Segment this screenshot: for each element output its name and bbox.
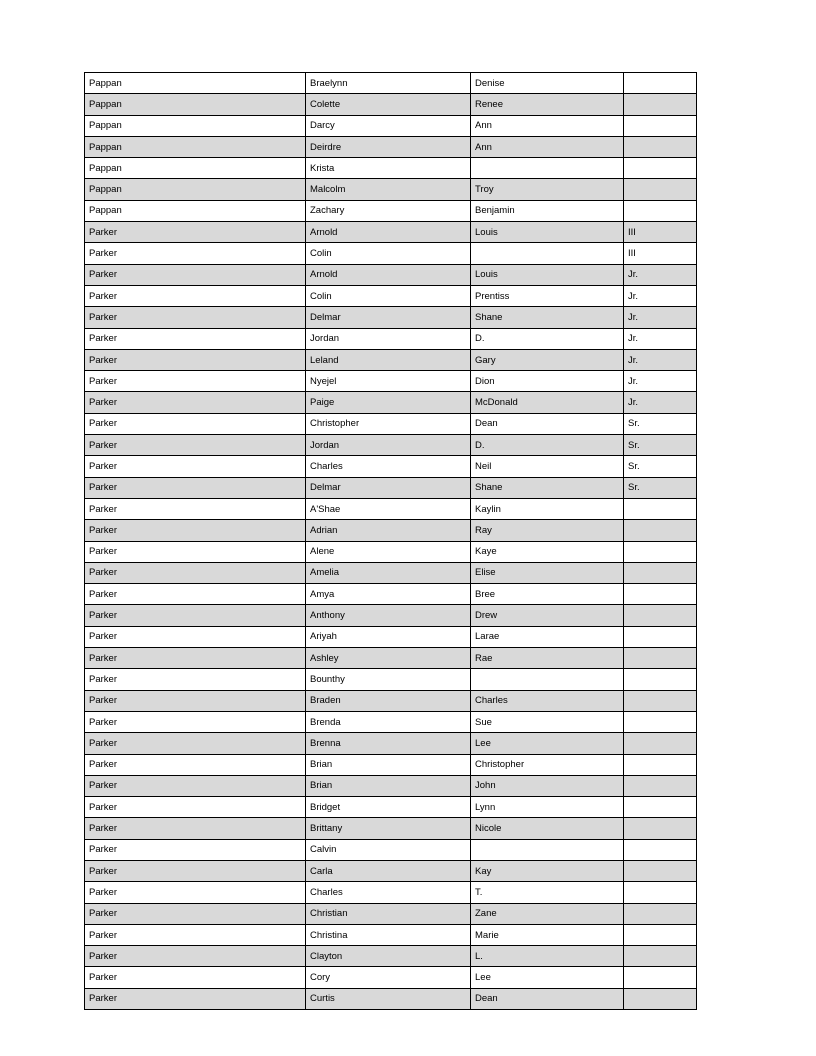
- table-row: [85, 328, 697, 349]
- table-row: [85, 222, 697, 243]
- cell-middle: Dion: [471, 371, 624, 392]
- cell-suffix: [624, 839, 697, 860]
- cell-suffix: [624, 967, 697, 988]
- cell-middle: Ray: [471, 520, 624, 541]
- cell-first: Krista: [306, 158, 471, 179]
- cell-first: Paige: [306, 392, 471, 413]
- cell-last: Parker: [85, 285, 306, 306]
- cell-middle: Ann: [471, 136, 624, 157]
- cell-suffix: [624, 648, 697, 669]
- table-row: [85, 94, 697, 115]
- table-row: [85, 924, 697, 945]
- cell-suffix: [624, 94, 697, 115]
- table-row: [85, 73, 697, 94]
- table-row: [85, 392, 697, 413]
- cell-suffix: III: [624, 222, 697, 243]
- cell-first: Brian: [306, 775, 471, 796]
- cell-last: Parker: [85, 477, 306, 498]
- cell-last: Parker: [85, 435, 306, 456]
- cell-middle: Shane: [471, 477, 624, 498]
- cell-first: Cory: [306, 967, 471, 988]
- cell-last: Parker: [85, 328, 306, 349]
- cell-first: Jordan: [306, 328, 471, 349]
- cell-last: Parker: [85, 924, 306, 945]
- table-row: [85, 946, 697, 967]
- cell-suffix: [624, 860, 697, 881]
- table-row: [85, 136, 697, 157]
- table-row: [85, 371, 697, 392]
- cell-middle: Elise: [471, 562, 624, 583]
- cell-suffix: Sr.: [624, 456, 697, 477]
- table-row: [85, 690, 697, 711]
- cell-middle: Larae: [471, 626, 624, 647]
- cell-last: Parker: [85, 605, 306, 626]
- cell-suffix: [624, 669, 697, 690]
- cell-suffix: [624, 498, 697, 519]
- cell-last: Parker: [85, 690, 306, 711]
- table-row: [85, 648, 697, 669]
- cell-suffix: Jr.: [624, 349, 697, 370]
- table-row: [85, 264, 697, 285]
- cell-suffix: Jr.: [624, 328, 697, 349]
- cell-suffix: [624, 882, 697, 903]
- cell-first: Delmar: [306, 307, 471, 328]
- cell-middle: Denise: [471, 73, 624, 94]
- table-row: [85, 520, 697, 541]
- table-row: [85, 754, 697, 775]
- cell-suffix: [624, 988, 697, 1009]
- cell-last: Parker: [85, 222, 306, 243]
- cell-last: Parker: [85, 349, 306, 370]
- table-row: [85, 626, 697, 647]
- cell-last: Parker: [85, 413, 306, 434]
- table-row: [85, 860, 697, 881]
- cell-middle: Zane: [471, 903, 624, 924]
- cell-last: Parker: [85, 562, 306, 583]
- cell-last: Pappan: [85, 136, 306, 157]
- cell-first: Brenda: [306, 711, 471, 732]
- cell-last: Parker: [85, 903, 306, 924]
- cell-last: Parker: [85, 498, 306, 519]
- cell-first: Christopher: [306, 413, 471, 434]
- cell-first: Bridget: [306, 797, 471, 818]
- cell-suffix: [624, 754, 697, 775]
- table-row: [85, 200, 697, 221]
- cell-suffix: Jr.: [624, 392, 697, 413]
- table-row: [85, 818, 697, 839]
- cell-last: Pappan: [85, 94, 306, 115]
- cell-last: Parker: [85, 541, 306, 562]
- table-row: [85, 775, 697, 796]
- cell-middle: Kaye: [471, 541, 624, 562]
- cell-first: Ashley: [306, 648, 471, 669]
- cell-last: Parker: [85, 754, 306, 775]
- cell-first: Calvin: [306, 839, 471, 860]
- cell-suffix: [624, 626, 697, 647]
- cell-suffix: [624, 924, 697, 945]
- cell-middle: Troy: [471, 179, 624, 200]
- table-row: [85, 349, 697, 370]
- cell-middle: McDonald: [471, 392, 624, 413]
- cell-middle: Ann: [471, 115, 624, 136]
- cell-first: Christian: [306, 903, 471, 924]
- cell-middle: Lynn: [471, 797, 624, 818]
- cell-suffix: [624, 200, 697, 221]
- cell-last: Parker: [85, 626, 306, 647]
- cell-last: Parker: [85, 307, 306, 328]
- table-row: [85, 669, 697, 690]
- cell-last: Parker: [85, 392, 306, 413]
- cell-first: Arnold: [306, 222, 471, 243]
- cell-middle: Sue: [471, 711, 624, 732]
- table-row: [85, 882, 697, 903]
- cell-suffix: Sr.: [624, 413, 697, 434]
- table-row: [85, 584, 697, 605]
- cell-first: Brenna: [306, 733, 471, 754]
- cell-middle: Kay: [471, 860, 624, 881]
- cell-last: Parker: [85, 648, 306, 669]
- cell-last: Parker: [85, 839, 306, 860]
- cell-first: A'Shae: [306, 498, 471, 519]
- cell-suffix: [624, 158, 697, 179]
- cell-middle: Rae: [471, 648, 624, 669]
- table-row: [85, 435, 697, 456]
- cell-first: Braden: [306, 690, 471, 711]
- cell-middle: Benjamin: [471, 200, 624, 221]
- table-row: [85, 285, 697, 306]
- table-row: [85, 456, 697, 477]
- cell-middle: [471, 158, 624, 179]
- cell-first: Adrian: [306, 520, 471, 541]
- cell-suffix: Jr.: [624, 285, 697, 306]
- cell-suffix: Jr.: [624, 264, 697, 285]
- cell-first: Colette: [306, 94, 471, 115]
- cell-suffix: [624, 797, 697, 818]
- cell-middle: John: [471, 775, 624, 796]
- cell-first: Zachary: [306, 200, 471, 221]
- cell-middle: Neil: [471, 456, 624, 477]
- cell-last: Parker: [85, 733, 306, 754]
- cell-middle: Lee: [471, 967, 624, 988]
- cell-suffix: III: [624, 243, 697, 264]
- table-row: [85, 605, 697, 626]
- cell-suffix: [624, 179, 697, 200]
- table-row: [85, 562, 697, 583]
- cell-last: Parker: [85, 711, 306, 732]
- table-row: [85, 733, 697, 754]
- cell-middle: Shane: [471, 307, 624, 328]
- cell-first: Brian: [306, 754, 471, 775]
- cell-last: Parker: [85, 584, 306, 605]
- table-row: [85, 477, 697, 498]
- cell-last: Parker: [85, 243, 306, 264]
- cell-suffix: [624, 115, 697, 136]
- cell-last: Parker: [85, 967, 306, 988]
- table-row: [85, 243, 697, 264]
- cell-first: Amelia: [306, 562, 471, 583]
- cell-first: Alene: [306, 541, 471, 562]
- cell-middle: Louis: [471, 264, 624, 285]
- cell-middle: [471, 243, 624, 264]
- table-row: [85, 498, 697, 519]
- cell-last: Pappan: [85, 179, 306, 200]
- cell-first: Malcolm: [306, 179, 471, 200]
- cell-last: Parker: [85, 882, 306, 903]
- table-row: [85, 541, 697, 562]
- cell-suffix: [624, 711, 697, 732]
- cell-last: Parker: [85, 456, 306, 477]
- table-row: [85, 903, 697, 924]
- name-table-body: [85, 73, 697, 1010]
- cell-middle: D.: [471, 328, 624, 349]
- cell-suffix: [624, 903, 697, 924]
- cell-middle: Bree: [471, 584, 624, 605]
- cell-middle: Lee: [471, 733, 624, 754]
- cell-middle: [471, 669, 624, 690]
- cell-first: Charles: [306, 882, 471, 903]
- cell-middle: Renee: [471, 94, 624, 115]
- cell-first: Deirdre: [306, 136, 471, 157]
- cell-middle: Drew: [471, 605, 624, 626]
- table-row: [85, 967, 697, 988]
- cell-middle: Prentiss: [471, 285, 624, 306]
- cell-first: Nyejel: [306, 371, 471, 392]
- cell-suffix: [624, 136, 697, 157]
- cell-first: Charles: [306, 456, 471, 477]
- cell-middle: T.: [471, 882, 624, 903]
- table-row: [85, 307, 697, 328]
- cell-suffix: [624, 73, 697, 94]
- name-table: [84, 72, 697, 1010]
- name-table-container: [84, 72, 696, 1010]
- cell-last: Parker: [85, 860, 306, 881]
- table-row: [85, 711, 697, 732]
- table-row: [85, 158, 697, 179]
- cell-suffix: [624, 733, 697, 754]
- cell-last: Pappan: [85, 158, 306, 179]
- cell-suffix: [624, 520, 697, 541]
- cell-middle: Charles: [471, 690, 624, 711]
- cell-first: Carla: [306, 860, 471, 881]
- table-row: [85, 988, 697, 1009]
- table-row: [85, 839, 697, 860]
- cell-middle: Nicole: [471, 818, 624, 839]
- cell-first: Colin: [306, 285, 471, 306]
- cell-last: Pappan: [85, 115, 306, 136]
- table-row: [85, 179, 697, 200]
- cell-last: Parker: [85, 264, 306, 285]
- cell-middle: Dean: [471, 413, 624, 434]
- cell-last: Parker: [85, 988, 306, 1009]
- table-row: [85, 413, 697, 434]
- cell-suffix: [624, 946, 697, 967]
- cell-suffix: [624, 775, 697, 796]
- cell-suffix: Jr.: [624, 371, 697, 392]
- cell-suffix: Sr.: [624, 435, 697, 456]
- cell-first: Anthony: [306, 605, 471, 626]
- cell-middle: Christopher: [471, 754, 624, 775]
- cell-middle: [471, 839, 624, 860]
- cell-last: Parker: [85, 797, 306, 818]
- cell-suffix: Jr.: [624, 307, 697, 328]
- cell-suffix: Sr.: [624, 477, 697, 498]
- cell-first: Darcy: [306, 115, 471, 136]
- cell-first: Amya: [306, 584, 471, 605]
- cell-first: Leland: [306, 349, 471, 370]
- cell-last: Parker: [85, 775, 306, 796]
- cell-middle: L.: [471, 946, 624, 967]
- cell-first: Colin: [306, 243, 471, 264]
- table-row: [85, 115, 697, 136]
- cell-last: Parker: [85, 371, 306, 392]
- cell-middle: Kaylin: [471, 498, 624, 519]
- cell-first: Jordan: [306, 435, 471, 456]
- cell-first: Clayton: [306, 946, 471, 967]
- cell-last: Parker: [85, 818, 306, 839]
- table-row: [85, 797, 697, 818]
- cell-first: Delmar: [306, 477, 471, 498]
- cell-suffix: [624, 605, 697, 626]
- cell-first: Brittany: [306, 818, 471, 839]
- cell-suffix: [624, 690, 697, 711]
- cell-suffix: [624, 584, 697, 605]
- cell-last: Parker: [85, 946, 306, 967]
- cell-middle: D.: [471, 435, 624, 456]
- cell-first: Bounthy: [306, 669, 471, 690]
- cell-first: Braelynn: [306, 73, 471, 94]
- cell-suffix: [624, 541, 697, 562]
- cell-suffix: [624, 818, 697, 839]
- cell-middle: Louis: [471, 222, 624, 243]
- cell-last: Pappan: [85, 73, 306, 94]
- cell-last: Pappan: [85, 200, 306, 221]
- cell-suffix: [624, 562, 697, 583]
- cell-middle: Marie: [471, 924, 624, 945]
- cell-first: Ariyah: [306, 626, 471, 647]
- cell-middle: Dean: [471, 988, 624, 1009]
- cell-first: Curtis: [306, 988, 471, 1009]
- cell-middle: Gary: [471, 349, 624, 370]
- cell-last: Parker: [85, 520, 306, 541]
- cell-first: Arnold: [306, 264, 471, 285]
- cell-first: Christina: [306, 924, 471, 945]
- cell-last: Parker: [85, 669, 306, 690]
